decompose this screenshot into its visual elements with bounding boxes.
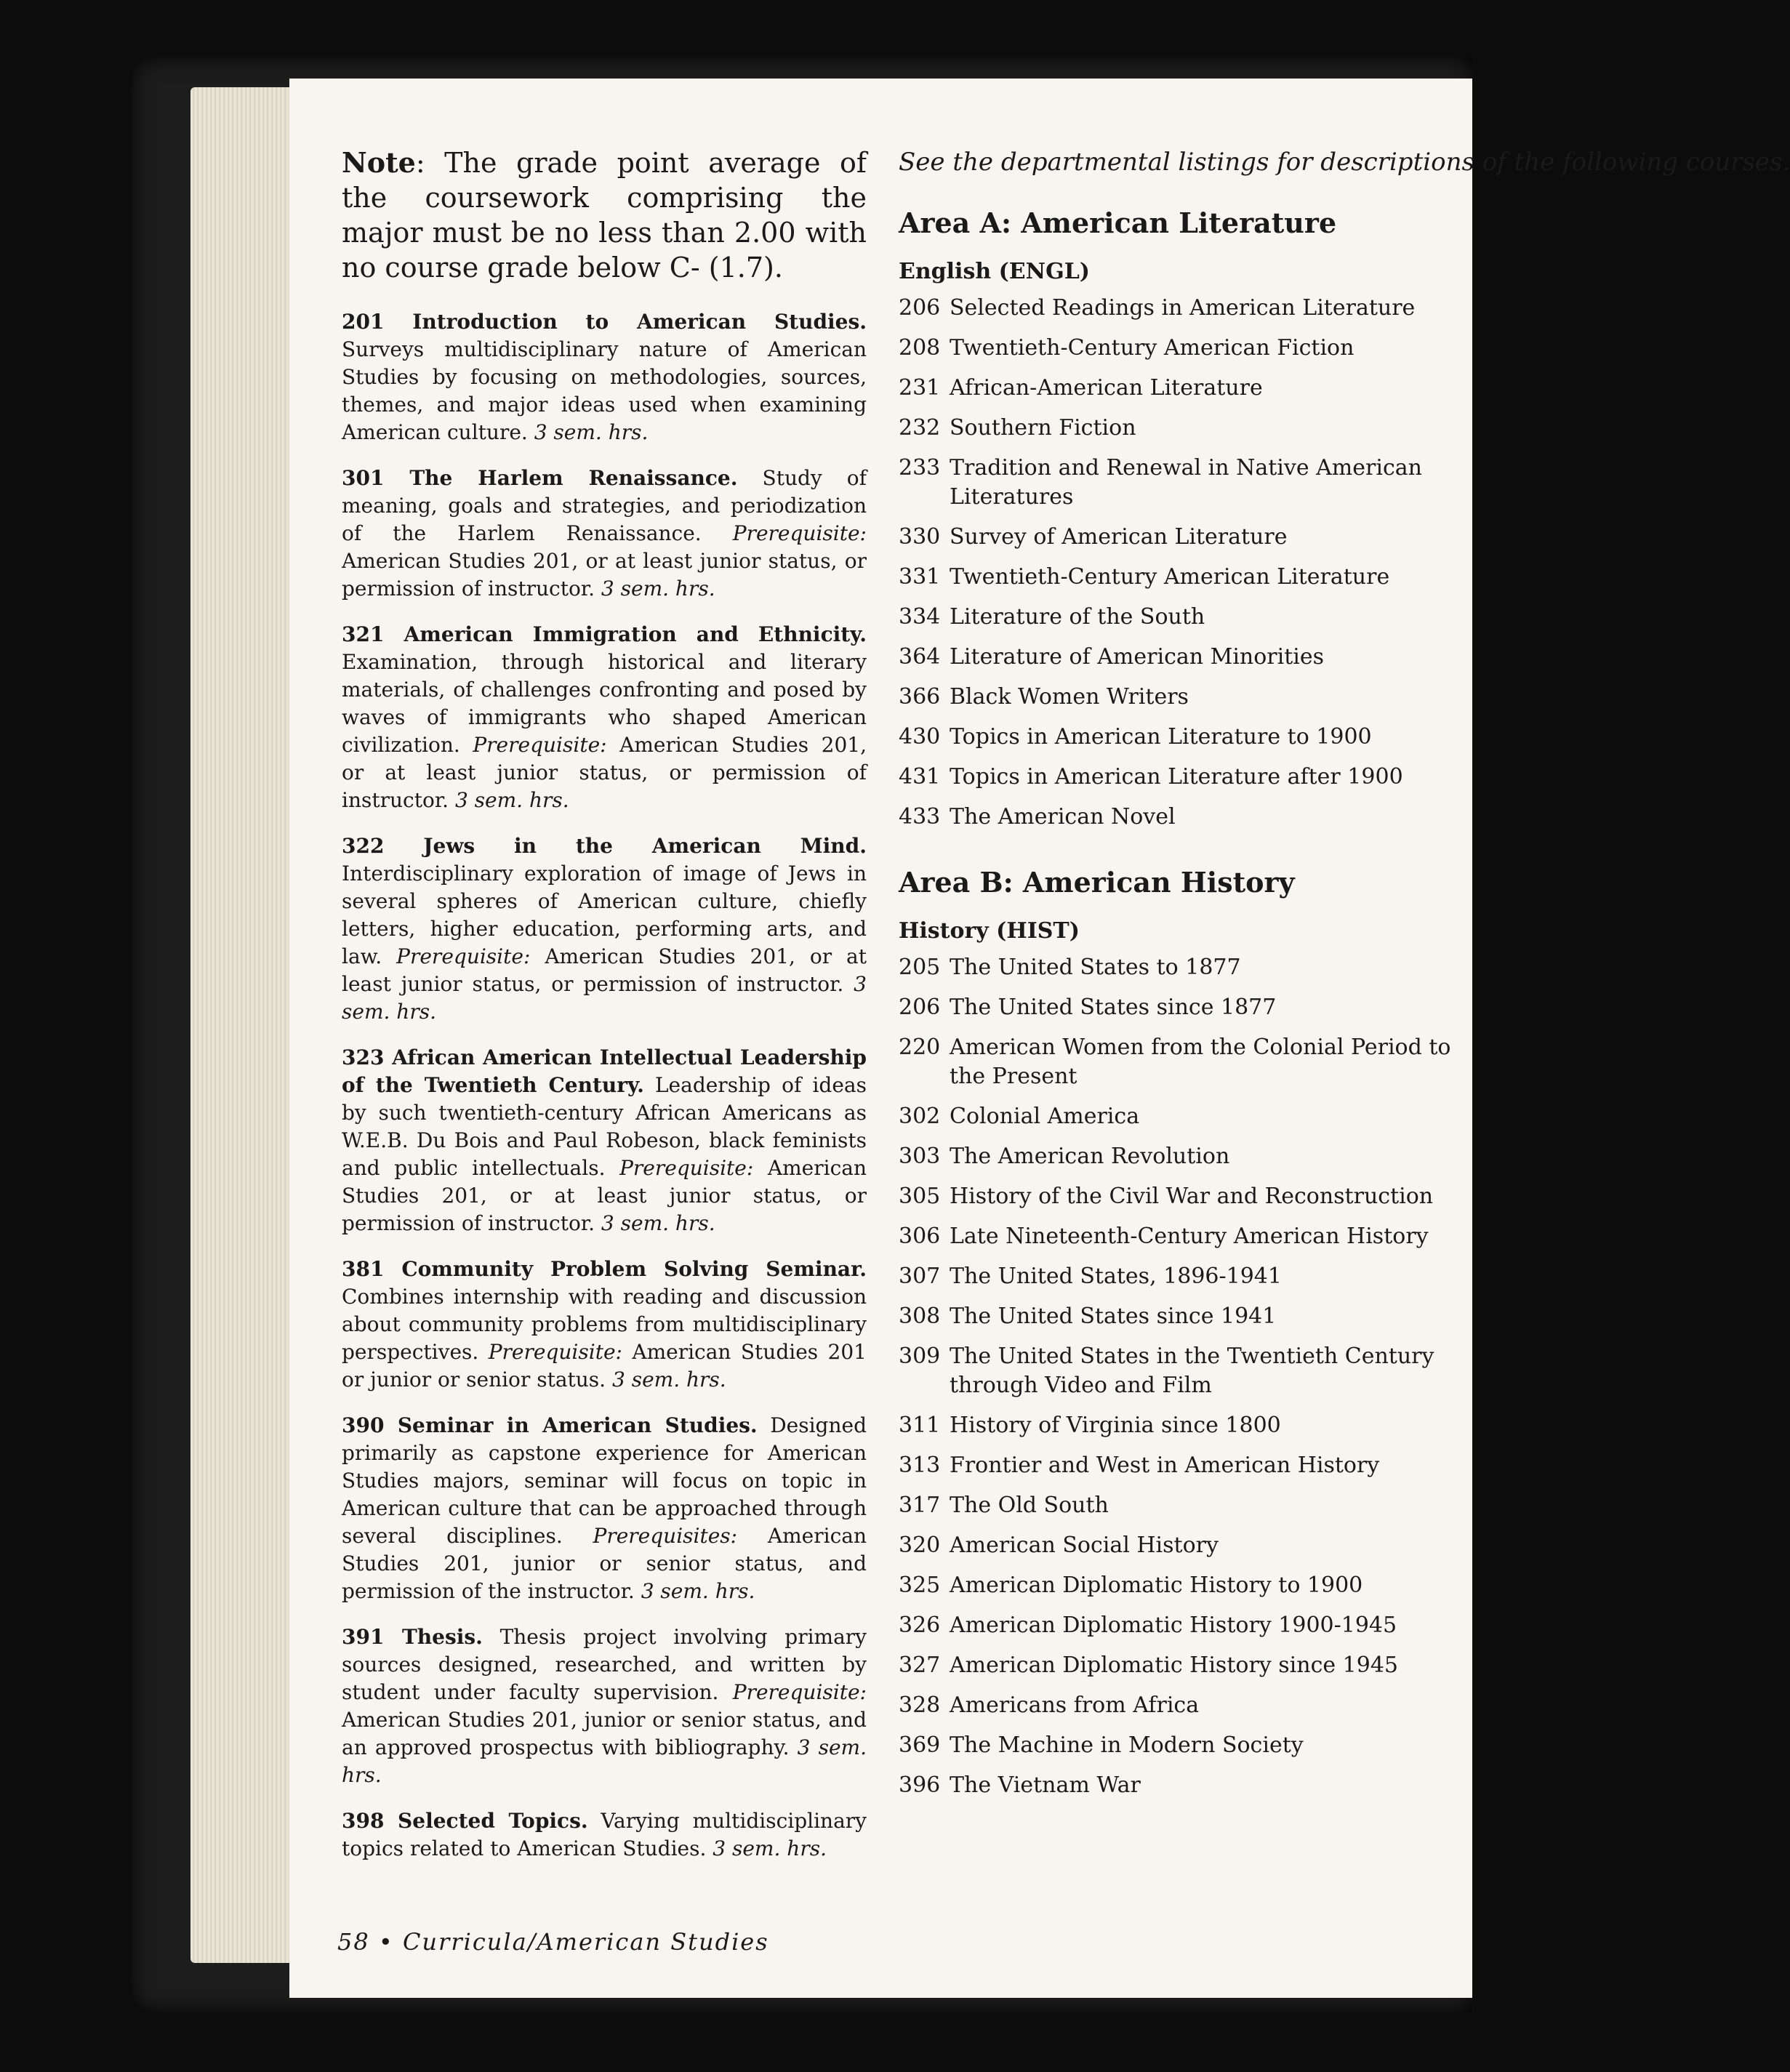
course-number: 308 (899, 1304, 941, 1329)
course-list-item (899, 1771, 1480, 1800)
course-list-item (899, 723, 1480, 752)
course-prereq-label: Prerequisites: (593, 1524, 738, 1548)
course-list-item (899, 683, 1480, 712)
course-number: 328 (899, 1692, 941, 1718)
course-number: 317 (899, 1493, 941, 1518)
note-label: Note (342, 146, 416, 179)
course-list-item (899, 334, 1480, 363)
course-name: The American Novel (950, 804, 1176, 830)
course-list-item (899, 603, 1480, 632)
course-name: The United States, 1896-1941 (950, 1264, 1282, 1289)
catalog-page (289, 79, 1790, 1998)
course-name: American Women from the Colonial Period to the Present (950, 1035, 1451, 1089)
course-name: American Social History (950, 1533, 1219, 1558)
course-list-item (899, 523, 1480, 552)
course-description (342, 1807, 867, 1863)
course-desc: Examination, through historical and literary materials, of challenges confronting and posed by waves of immigrants who shaped American civilization. (342, 650, 867, 757)
course-list-item (899, 1033, 1480, 1091)
course-list-item (899, 454, 1480, 512)
course-number: 206 (899, 295, 941, 321)
course-name: The Machine in Modern Society (950, 1732, 1304, 1758)
course-list-item (899, 1262, 1480, 1291)
course-number: 364 (899, 644, 941, 670)
course-hours: 3 sem. hrs. (601, 577, 715, 601)
course-description (342, 1412, 867, 1605)
course-prereq-label: Prerequisite: (473, 733, 607, 757)
course-list-item (899, 1531, 1480, 1560)
english-dept-heading: English (ENGL) (899, 259, 1090, 284)
course-name: Topics in American Literature to 1900 (950, 724, 1372, 750)
course-number: 430 (899, 724, 941, 750)
course-list-item (899, 1651, 1480, 1680)
course-prereq-label: Prerequisite: (488, 1340, 622, 1364)
intro-text: See the departmental listings for descriptions of the following courses. (899, 148, 1790, 177)
course-name: The United States to 1877 (950, 955, 1241, 980)
course-prereq-text: American Studies 201, junior or senior status, and permission of the instructor. (342, 1524, 867, 1603)
page-footer: 58 • Curricula/American Studies (337, 1928, 769, 1956)
course-title: 323 African American Intellectual Leadership of the Twentieth Century. (342, 1045, 867, 1097)
course-number: 302 (899, 1104, 941, 1129)
course-number: 396 (899, 1772, 941, 1798)
course-name: Colonial America (950, 1104, 1140, 1129)
course-list-item (899, 374, 1480, 403)
course-number: 433 (899, 804, 941, 830)
course-name: Southern Fiction (950, 415, 1136, 441)
course-number: 303 (899, 1144, 941, 1169)
course-list-item (899, 414, 1480, 443)
course-list-item (899, 803, 1480, 832)
course-name: Topics in American Literature after 1900 (950, 764, 1403, 790)
history-dept-heading: History (HIST) (899, 918, 1080, 944)
course-name: African-American Literature (950, 375, 1263, 401)
course-number: 311 (899, 1413, 941, 1438)
course-description (342, 621, 867, 814)
course-number: 233 (899, 455, 941, 481)
course-number: 431 (899, 764, 941, 790)
course-name: American Diplomatic History to 1900 (950, 1573, 1363, 1598)
course-description (342, 465, 867, 603)
course-hours: 3 sem. hrs. (454, 788, 569, 812)
course-list-item (899, 1222, 1480, 1251)
course-descriptions (342, 308, 867, 1863)
course-hours: 3 sem. hrs. (713, 1836, 827, 1860)
course-list-item (899, 1611, 1480, 1640)
course-name: The United States since 1877 (950, 995, 1277, 1020)
course-list-item (899, 1731, 1480, 1760)
course-number: 327 (899, 1653, 941, 1678)
course-name: The Vietnam War (950, 1772, 1141, 1798)
course-name: The Old South (950, 1493, 1109, 1518)
course-name: Survey of American Literature (950, 524, 1288, 550)
course-number: 306 (899, 1224, 941, 1249)
course-number: 326 (899, 1613, 941, 1638)
right-column (899, 145, 1790, 1811)
course-title: 301 The Harlem Renaissance. (342, 466, 738, 490)
course-title: 398 Selected Topics. (342, 1809, 588, 1833)
course-hours: 3 sem. hrs. (342, 1735, 867, 1787)
course-name: The American Revolution (950, 1144, 1230, 1169)
course-name: History of the Civil War and Reconstruction (950, 1184, 1434, 1209)
course-description (342, 832, 867, 1026)
area-b-course-list (899, 953, 1480, 1800)
course-number: 334 (899, 604, 941, 630)
course-hours: 3 sem. hrs. (601, 1211, 715, 1235)
course-title: 381 Community Problem Solving Seminar. (342, 1257, 867, 1281)
course-number: 366 (899, 684, 941, 710)
course-desc: Designed primarily as capstone experience for American Studies majors, seminar will focus on topic in American culture that can be approached through several disciplines. (342, 1413, 867, 1548)
course-list-item (899, 1342, 1480, 1400)
course-number: 309 (899, 1344, 941, 1369)
course-name: History of Virginia since 1800 (950, 1413, 1281, 1438)
area-b-heading: Area B: American History (899, 866, 1295, 899)
course-prereq-text: American Studies 201, or at least junior status, or permission of instructor. (342, 549, 867, 601)
course-name: Twentieth-Century American Literature (950, 564, 1390, 590)
course-hours: 3 sem. hrs. (534, 420, 649, 444)
course-hours: 3 sem. hrs. (641, 1579, 755, 1603)
course-number: 206 (899, 995, 941, 1020)
course-list-item (899, 294, 1480, 323)
course-name: Black Women Writers (950, 684, 1189, 710)
course-description (342, 1044, 867, 1237)
course-name: Literature of the South (950, 604, 1205, 630)
area-a-course-list (899, 294, 1480, 832)
course-desc: Surveys multidisciplinary nature of American Studies by focusing on methodologies, sources, themes, and major ideas used when examining American culture. (342, 337, 867, 444)
course-name: Selected Readings in American Literature (950, 295, 1416, 321)
course-prereq-label: Prerequisite: (396, 944, 531, 968)
course-prereq-label: Prerequisite: (732, 1680, 867, 1704)
course-number: 205 (899, 955, 941, 980)
course-name: Americans from Africa (950, 1692, 1200, 1718)
course-list-item (899, 993, 1480, 1022)
course-name: Late Nineteenth-Century American History (950, 1224, 1429, 1249)
course-desc: Varying multidisciplinary topics related to American Studies. (342, 1809, 867, 1860)
course-hours: 3 sem. hrs. (611, 1368, 726, 1392)
course-list-item (899, 1142, 1480, 1171)
course-prereq-label: Prerequisite: (619, 1156, 754, 1180)
course-desc: Leadership of ideas by such twentieth-century African Americans as W.E.B. Du Bois and Paul Robeson, black feminists and public intellectuals. (342, 1073, 867, 1180)
course-number: 305 (899, 1184, 941, 1209)
course-title: 390 Seminar in American Studies. (342, 1413, 758, 1437)
course-list-item (899, 1491, 1480, 1520)
course-prereq-text: American Studies 201, junior or senior status, and an approved prospectus with bibliography. (342, 1708, 867, 1759)
note-text: : The grade point average of the coursework comprising the major must be no less than 2.00 with no course grade below C- (1.7). (342, 147, 867, 284)
course-list-item (899, 1302, 1480, 1331)
course-name: American Diplomatic History since 1945 (950, 1653, 1399, 1678)
course-prereq-text: American Studies 201 or junior or senior status. (342, 1340, 867, 1392)
course-name: The United States in the Twentieth Century through Video and Film (950, 1344, 1434, 1398)
course-list-item (899, 563, 1480, 592)
course-list-item (899, 1691, 1480, 1720)
course-number: 325 (899, 1573, 941, 1598)
course-number: 313 (899, 1453, 941, 1478)
course-number: 320 (899, 1533, 941, 1558)
course-list-item (899, 1451, 1480, 1480)
course-prereq-label: Prerequisite: (732, 521, 867, 545)
course-title: 391 Thesis. (342, 1625, 483, 1649)
course-name: Twentieth-Century American Fiction (950, 335, 1354, 361)
course-number: 208 (899, 335, 941, 361)
course-description (342, 308, 867, 446)
course-number: 369 (899, 1732, 941, 1758)
course-name: American Diplomatic History 1900-1945 (950, 1613, 1397, 1638)
course-list-item (899, 1102, 1480, 1131)
course-hours: 3 sem. hrs. (342, 972, 867, 1024)
course-list-item (899, 763, 1480, 792)
course-name: Tradition and Renewal in Native American Literatures (950, 455, 1422, 510)
course-desc: Interdisciplinary exploration of image of Jews in several spheres of American culture, chiefly letters, higher education, performing arts, and law. (342, 862, 867, 968)
course-desc: Thesis project involving primary sources designed, researched, and written by student under faculty supervision. (342, 1625, 867, 1704)
course-list-item (899, 1182, 1480, 1211)
course-title: 321 American Immigration and Ethnicity. (342, 622, 867, 646)
course-prereq-text: American Studies 201, or at least junior status, or permission of instructor. (342, 944, 867, 996)
course-desc: Study of meaning, goals and strategies, and periodization of the Harlem Renaissance. (342, 466, 867, 545)
course-list-item (899, 1411, 1480, 1440)
course-name: The United States since 1941 (950, 1304, 1277, 1329)
grade-note (342, 145, 867, 285)
area-a-heading: Area A: American Literature (899, 206, 1337, 239)
course-description (342, 1256, 867, 1394)
course-title: 322 Jews in the American Mind. (342, 834, 867, 858)
course-list-item (899, 953, 1480, 982)
course-number: 307 (899, 1264, 941, 1289)
course-list-item (899, 1571, 1480, 1600)
course-description (342, 1623, 867, 1789)
course-name: Frontier and West in American History (950, 1453, 1380, 1478)
course-number: 330 (899, 524, 941, 550)
course-number: 331 (899, 564, 941, 590)
course-name: Literature of American Minorities (950, 644, 1325, 670)
course-number: 231 (899, 375, 941, 401)
course-list-item (899, 643, 1480, 672)
course-prereq-text: American Studies 201, or at least junior status, or permission of instructor. (342, 733, 867, 812)
left-column (342, 145, 867, 1881)
course-desc: Combines internship with reading and discussion about community problems from multidisciplinary perspectives. (342, 1285, 867, 1364)
course-prereq-text: American Studies 201, or at least junior status, or permission of instructor. (342, 1156, 867, 1235)
course-title: 201 Introduction to American Studies. (342, 310, 867, 334)
course-number: 232 (899, 415, 941, 441)
course-number: 220 (899, 1035, 941, 1060)
departmental-listings-intro (899, 145, 1790, 179)
